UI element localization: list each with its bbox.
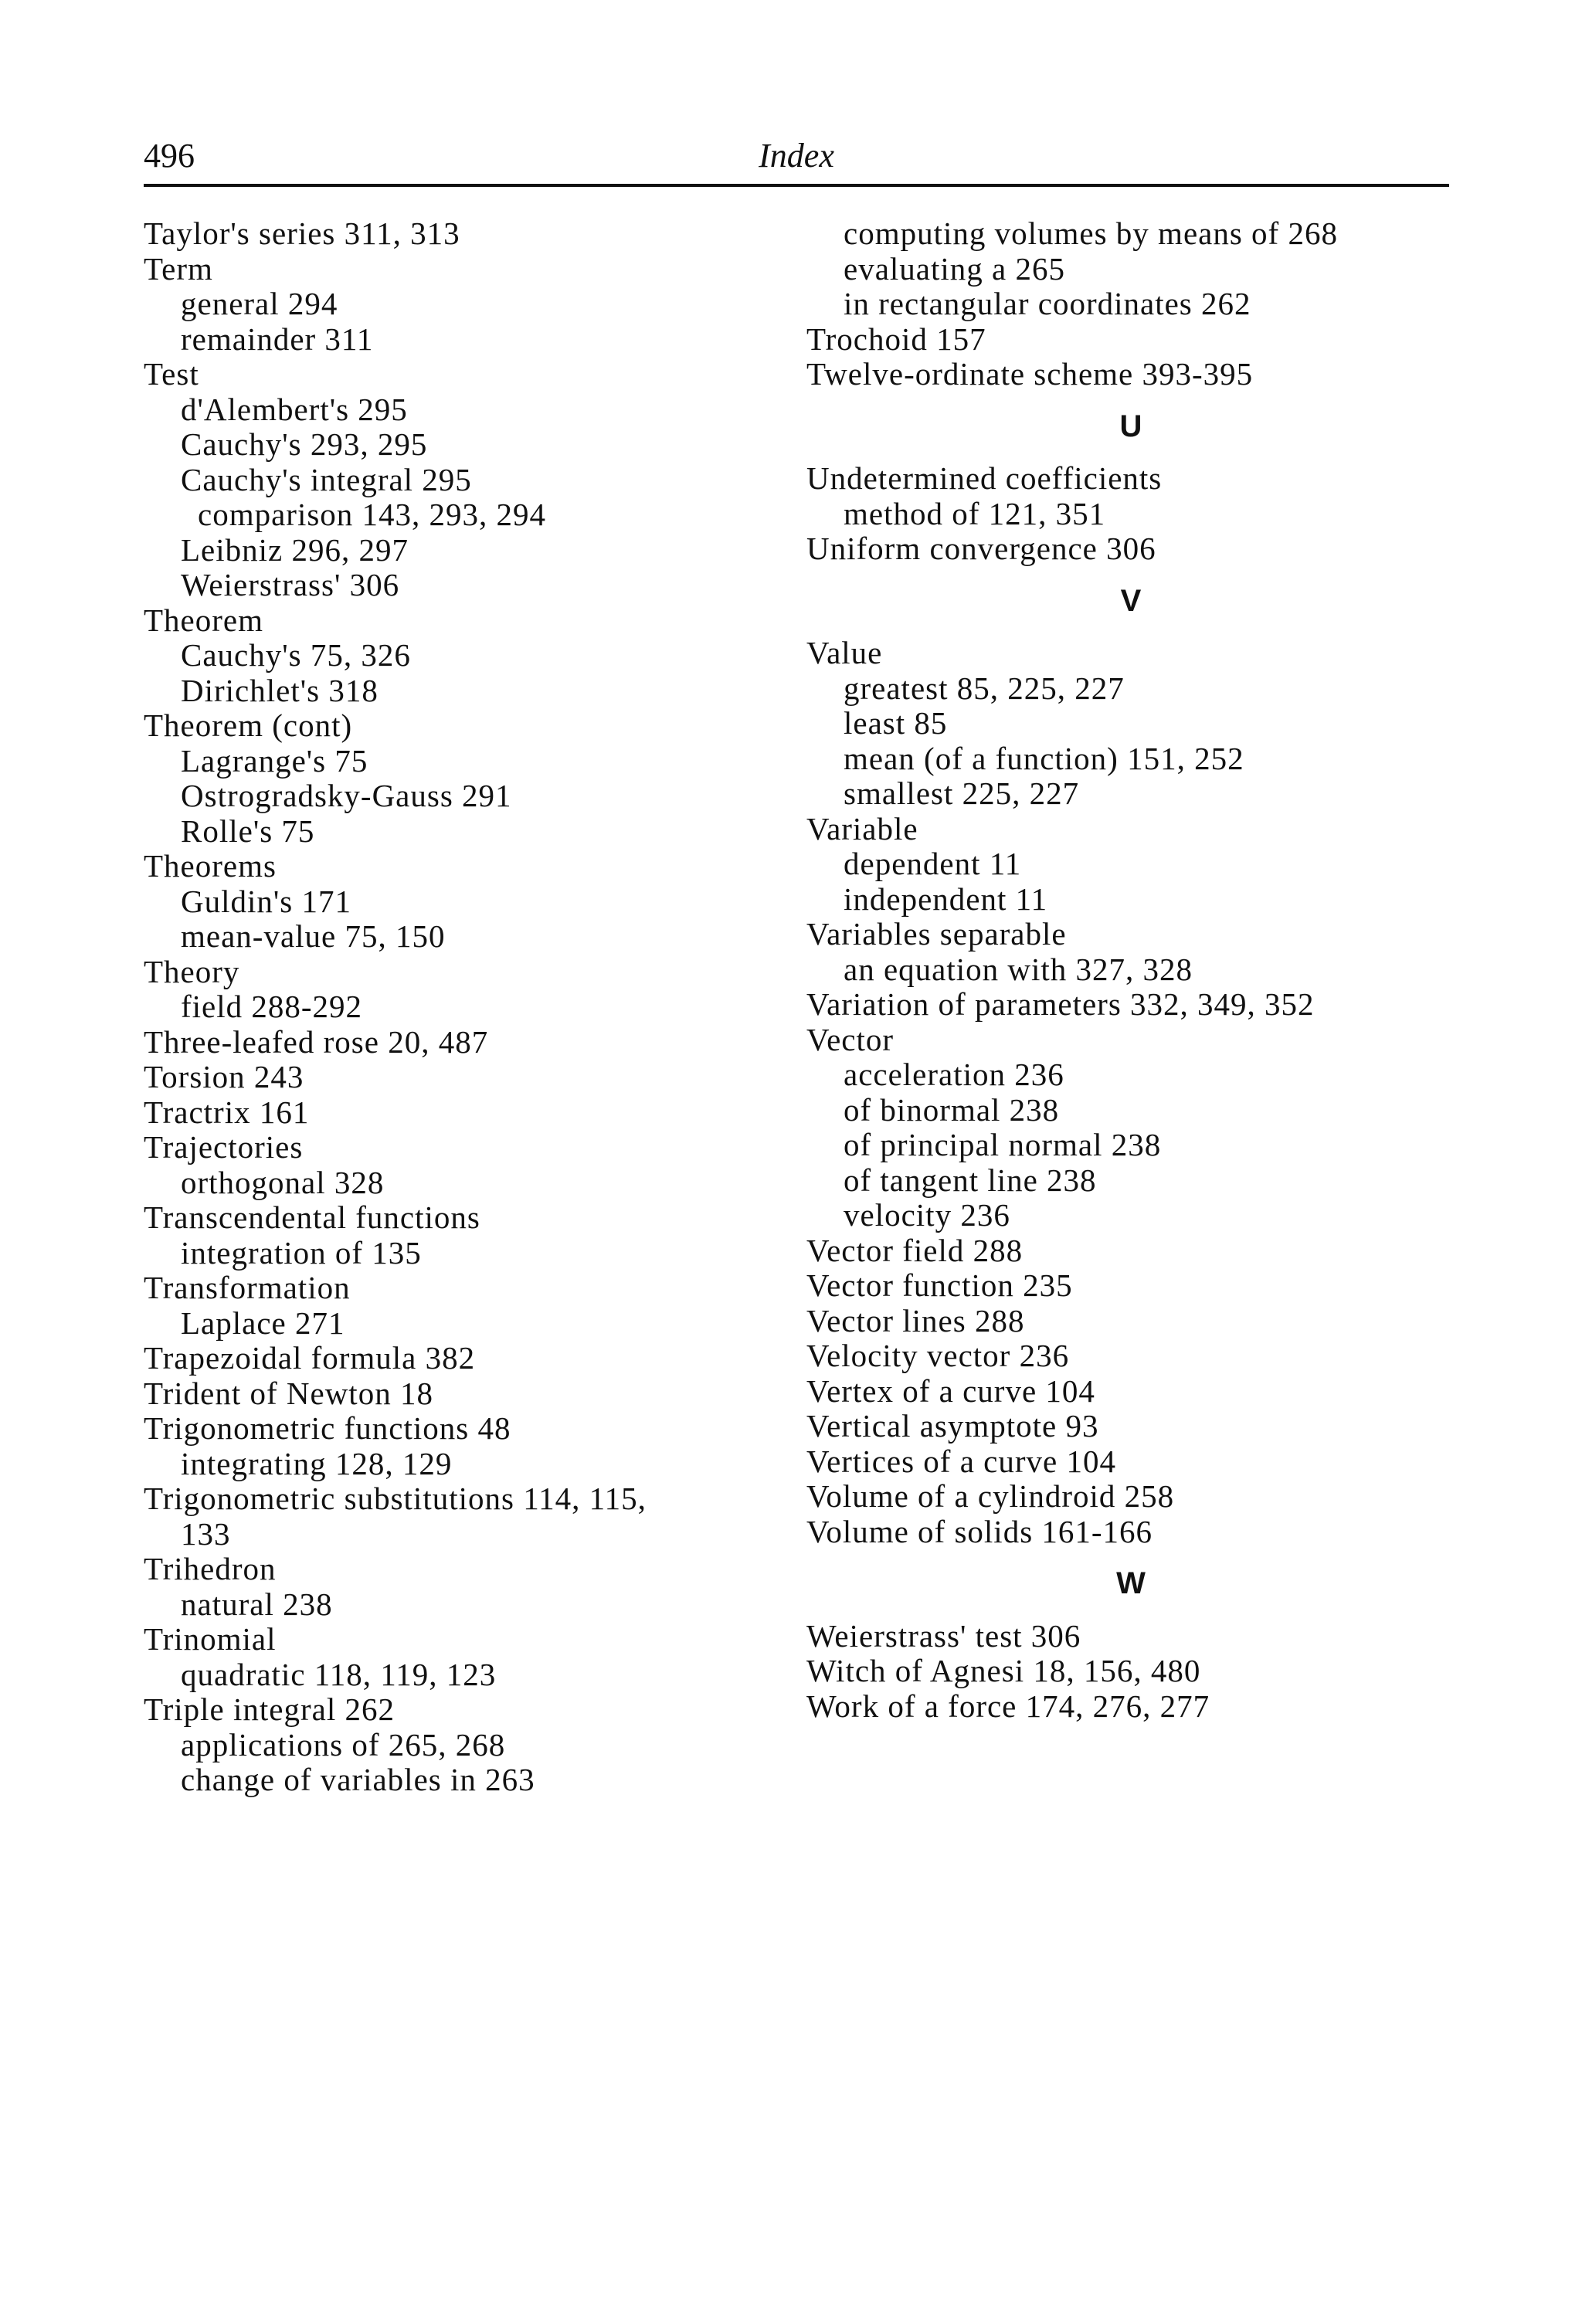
index-entry: Trinomial — [144, 1621, 277, 1657]
section-letter-v: V — [1120, 583, 1142, 618]
index-subentry: remainder 311 — [181, 321, 374, 357]
index-entry: Theorems — [144, 848, 277, 884]
index-subentry: mean (of a function) 151, 252 — [844, 740, 1244, 776]
index-entry: Taylor's series 311, 313 — [144, 215, 460, 251]
index-subentry: applications of 265, 268 — [181, 1726, 506, 1763]
index-entry: Trajectories — [144, 1129, 304, 1165]
index-entry: Trigonometric functions 48 — [144, 1410, 511, 1446]
index-subentry: quadratic 118, 119, 123 — [181, 1656, 497, 1692]
index-subentry: field 288-292 — [181, 989, 363, 1024]
index-subentry: acceleration 236 — [844, 1057, 1064, 1092]
index-entry: Variation of parameters 332, 349, 352 — [806, 986, 1315, 1022]
index-subentry: integrating 128, 129 — [181, 1445, 453, 1481]
index-entry: Tractrix 161 — [144, 1094, 310, 1130]
index-subentry: an equation with 327, 328 — [844, 951, 1193, 987]
index-subentry: comparison 143, 293, 294 — [198, 497, 547, 532]
index-entry: Uniform convergence 306 — [806, 531, 1156, 566]
index-entry: Value — [806, 635, 883, 670]
index-subentry: 133 — [181, 1515, 231, 1552]
index-entry: Weierstrass' test 306 — [806, 1617, 1081, 1654]
index-column-left — [144, 216, 823, 1798]
index-entry: Transcendental functions — [144, 1199, 480, 1235]
index-subentry: Weierstrass' 306 — [181, 567, 400, 602]
index-entry: Velocity vector 236 — [806, 1338, 1070, 1373]
index-subentry: change of variables in 263 — [181, 1762, 535, 1797]
index-subentry: mean-value 75, 150 — [181, 918, 446, 954]
index-entry: Trihedron — [144, 1551, 277, 1586]
index-entry: Trident of Newton 18 — [144, 1375, 433, 1411]
index-entry: Vector function 235 — [806, 1267, 1073, 1303]
index-entry: Theory — [144, 953, 240, 989]
index-subentry: of binormal 238 — [844, 1091, 1060, 1128]
index-entry: Vector field 288 — [806, 1232, 1024, 1268]
index-subentry: least 85 — [844, 705, 948, 741]
section-u-entries — [806, 461, 1455, 567]
index-subentry: of tangent line 238 — [844, 1162, 1097, 1198]
index-subentry: Laplace 271 — [181, 1304, 345, 1341]
index-subentry: d'Alembert's 295 — [181, 391, 408, 427]
index-entry: Triple integral 262 — [144, 1691, 395, 1727]
index-subentry: integration of 135 — [181, 1234, 422, 1271]
index-subentry: Guldin's 171 — [181, 883, 351, 919]
index-entry: Vertices of a curve 104 — [806, 1443, 1116, 1479]
index-entry: Twelve-ordinate scheme 393-395 — [806, 356, 1254, 392]
index-subentry: general 294 — [181, 286, 338, 321]
index-subentry: greatest 85, 225, 227 — [844, 670, 1125, 706]
index-entry: Variables separable — [806, 916, 1067, 952]
index-subentry: Cauchy's integral 295 — [181, 461, 472, 497]
page-header — [144, 133, 1449, 187]
index-entry: Trochoid 157 — [806, 321, 986, 357]
index-entry: Three-leafed rose 20, 487 — [144, 1023, 489, 1060]
index-entry: Volume of solids 161-166 — [806, 1513, 1153, 1549]
index-subentry: in rectangular coordinates 262 — [844, 286, 1251, 321]
index-subentry: orthogonal 328 — [181, 1164, 385, 1200]
index-entry: Trapezoidal formula 382 — [144, 1340, 476, 1376]
index-entry: Transformation — [144, 1270, 351, 1305]
section-letter-u: U — [1119, 409, 1142, 443]
index-entry: Witch of Agnesi 18, 156, 480 — [806, 1653, 1201, 1688]
index-subentry: independent 11 — [844, 880, 1048, 917]
index-subentry: Cauchy's 293, 295 — [181, 426, 428, 462]
index-entry: Vertex of a curve 104 — [806, 1372, 1095, 1409]
section-v-entries — [806, 636, 1455, 1549]
index-entry: Vertical asymptote 93 — [806, 1408, 1099, 1444]
index-entry: Test — [144, 356, 199, 392]
index-subentry: velocity 236 — [844, 1197, 1010, 1233]
index-entry: Vector lines 288 — [806, 1302, 1025, 1338]
index-entry: Trigonometric substitutions 114, 115, — [144, 1481, 647, 1516]
index-entry: Vector — [806, 1021, 895, 1057]
index-entry: Theorem — [144, 602, 263, 638]
index-entry: Variable — [806, 810, 918, 846]
index-subentry: computing volumes by means of 268 — [844, 215, 1338, 251]
index-subentry: Ostrogradsky-Gauss 291 — [181, 778, 512, 813]
section-w-entries — [806, 1619, 1455, 1725]
index-subentry: smallest 225, 227 — [844, 775, 1080, 811]
index-column-right — [806, 216, 1455, 1724]
index-subentry: Rolle's 75 — [181, 813, 315, 849]
header-rule — [144, 184, 1449, 187]
index-subentry: of principal normal 238 — [844, 1127, 1162, 1162]
index-entry: Volume of a cylindroid 258 — [806, 1478, 1175, 1514]
index-subentry: Lagrange's 75 — [181, 742, 368, 779]
section-letter-w: W — [1116, 1566, 1146, 1600]
index-entry: Work of a force 174, 276, 277 — [806, 1688, 1210, 1724]
index-subentry: natural 238 — [181, 1586, 333, 1622]
index-subentry: Cauchy's 75, 326 — [181, 637, 411, 673]
index-entry: Torsion 243 — [144, 1059, 304, 1094]
index-subentry: method of 121, 351 — [844, 495, 1106, 531]
index-subentry: Leibniz 296, 297 — [181, 531, 409, 568]
page-number: 496 — [144, 137, 195, 175]
index-entry: Term — [144, 250, 213, 287]
index-entry: Theorem (cont) — [144, 707, 353, 743]
index-subentry: evaluating a 265 — [844, 250, 1065, 287]
index-entry: Undetermined coefficients — [806, 460, 1163, 496]
continuation-entries — [806, 216, 1455, 392]
running-title: Index — [759, 137, 834, 175]
index-subentry: dependent 11 — [844, 846, 1022, 881]
index-subentry: Dirichlet's 318 — [181, 672, 379, 708]
